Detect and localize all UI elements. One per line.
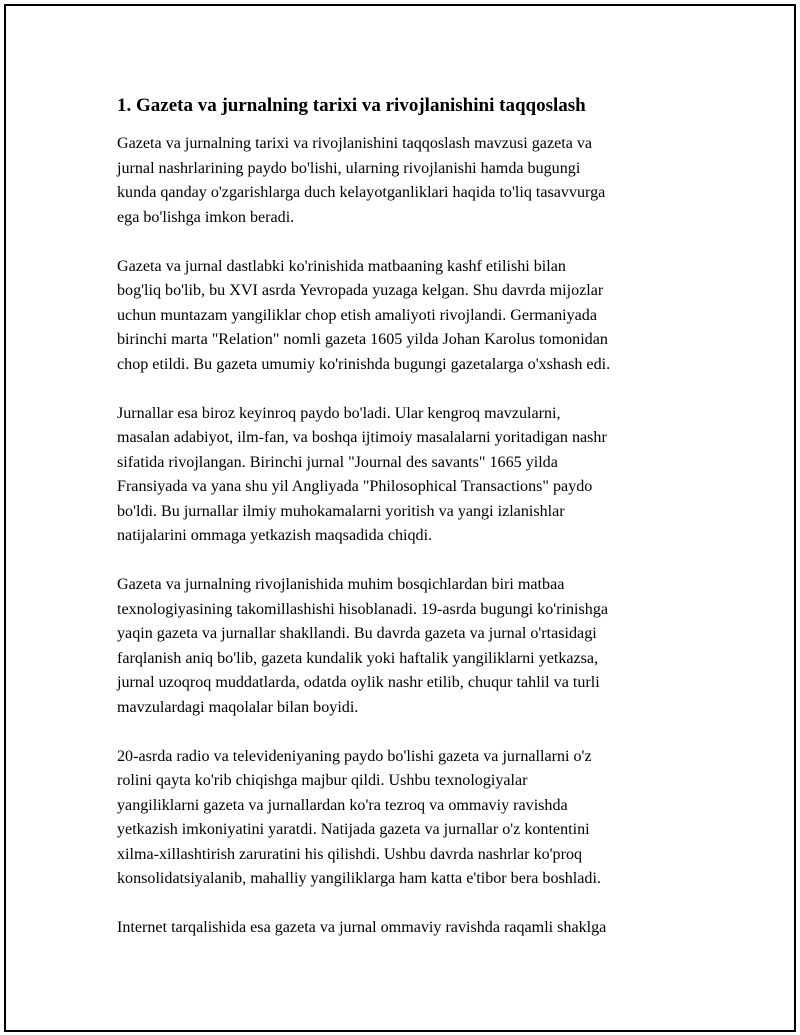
text-line: farqlanish aniq bo'lib, gazeta kundalik yoki haftalik yangiliklarni yetkazsa, xyxy=(117,649,599,667)
paragraph-radio-television xyxy=(117,745,697,892)
paragraph-newspaper-origins xyxy=(117,255,697,378)
text-line: 20-asrda radio va televideniyaning paydo bo'lishi gazeta va jurnallarni o'z xyxy=(117,747,592,765)
paragraph-intro xyxy=(117,132,697,230)
text-line: jurnal nashrlarining paydo bo'lishi, ularning rivojlanishi hamda bugungi xyxy=(117,159,581,177)
text-line: bo'ldi. Bu jurnallar ilmiy muhokamalarni yoritish va yangi izlanishlar xyxy=(117,502,565,520)
text-line: chop etildi. Bu gazeta umumiy ko'rinishda bugungi gazetalarga o'xshash edi. xyxy=(117,355,611,373)
text-line: uchun muntazam yangiliklar chop etish amaliyoti rivojlandi. Germaniyada xyxy=(117,306,597,324)
text-line: mavzulardagi maqolalar bilan boyidi. xyxy=(117,698,359,716)
paragraph-journal-origins xyxy=(117,402,697,549)
text-line: bog'liq bo'lib, bu XVI asrda Yevropada yuzaga kelgan. Shu davrda mijozlar xyxy=(117,282,604,299)
text-line: Internet tarqalishida esa gazeta va jurnal ommaviy ravishda raqamli shaklga xyxy=(117,919,607,936)
text-line: yetkazish imkoniyatini yaratdi. Natijada gazeta va jurnallar o'z kontentini xyxy=(117,821,590,838)
text-line: kunda qanday o'zgarishlarga duch kelayotganliklari haqida to'liq tasavvurga xyxy=(117,184,606,201)
text-line: masalan adabiyot, ilm-fan, va boshqa ijtimoiy masalalarni yoritadigan nashr xyxy=(117,429,607,446)
paragraph-printing-technology xyxy=(117,573,697,720)
text-line: yaqin gazeta va jurnallar shakllandi. Bu davrda gazeta va jurnal o'rtasidagi xyxy=(117,625,597,642)
text-line: birinchi marta "Relation" nomli gazeta 1605 yilda Johan Karolus tomonidan xyxy=(117,331,608,348)
text-line: Jurnallar esa biroz keyinroq paydo bo'ladi. Ular kengroq mavzularni, xyxy=(117,404,561,422)
text-line: Gazeta va jurnalning rivojlanishida muhim bosqichlardan biri matbaa xyxy=(117,576,565,593)
section-heading: 1. Gazeta va jurnalning tarixi va rivojlanishini taqqoslash xyxy=(117,95,586,116)
text-line: Fransiyada va yana shu yil Angliyada "Philosophical Transactions" paydo xyxy=(117,478,593,495)
document-body xyxy=(117,93,697,965)
text-line: xilma-xillashtirish zaruratini his qilishdi. Ushbu davrda nashrlar ko'proq xyxy=(117,845,583,863)
text-line: yangiliklarni gazeta va jurnallardan ko'ra tezroq va ommaviy ravishda xyxy=(117,796,568,814)
text-line: ega bo'lishga imkon beradi. xyxy=(117,208,295,226)
paragraph-internet xyxy=(117,916,697,941)
text-line: konsolidatsiyalanib, mahalliy yangiliklarga ham katta e'tibor bera boshladi. xyxy=(117,870,601,887)
text-line: jurnal uzoqroq muddatlarda, odatda oylik nashr etilib, chuqur tahlil va turli xyxy=(117,674,600,691)
text-line: Gazeta va jurnalning tarixi va rivojlanishini taqqoslash mavzusi gazeta va xyxy=(117,135,593,152)
text-line: rolini qayta ko'rib chiqishga majbur qildi. Ushbu texnologiyalar xyxy=(117,772,528,789)
text-line: sifatida rivojlangan. Birinchi jurnal "Journal des savants" 1665 yilda xyxy=(117,453,558,471)
text-line: texnologiyasining takomillashishi hisoblanadi. 19-asrda bugungi ko'rinishga xyxy=(117,600,609,618)
text-line: Gazeta va jurnal dastlabki ko'rinishida matbaaning kashf etilishi bilan xyxy=(117,257,566,275)
text-line: natijalarini ommaga yetkazish maqsadida chiqdi. xyxy=(117,527,433,544)
